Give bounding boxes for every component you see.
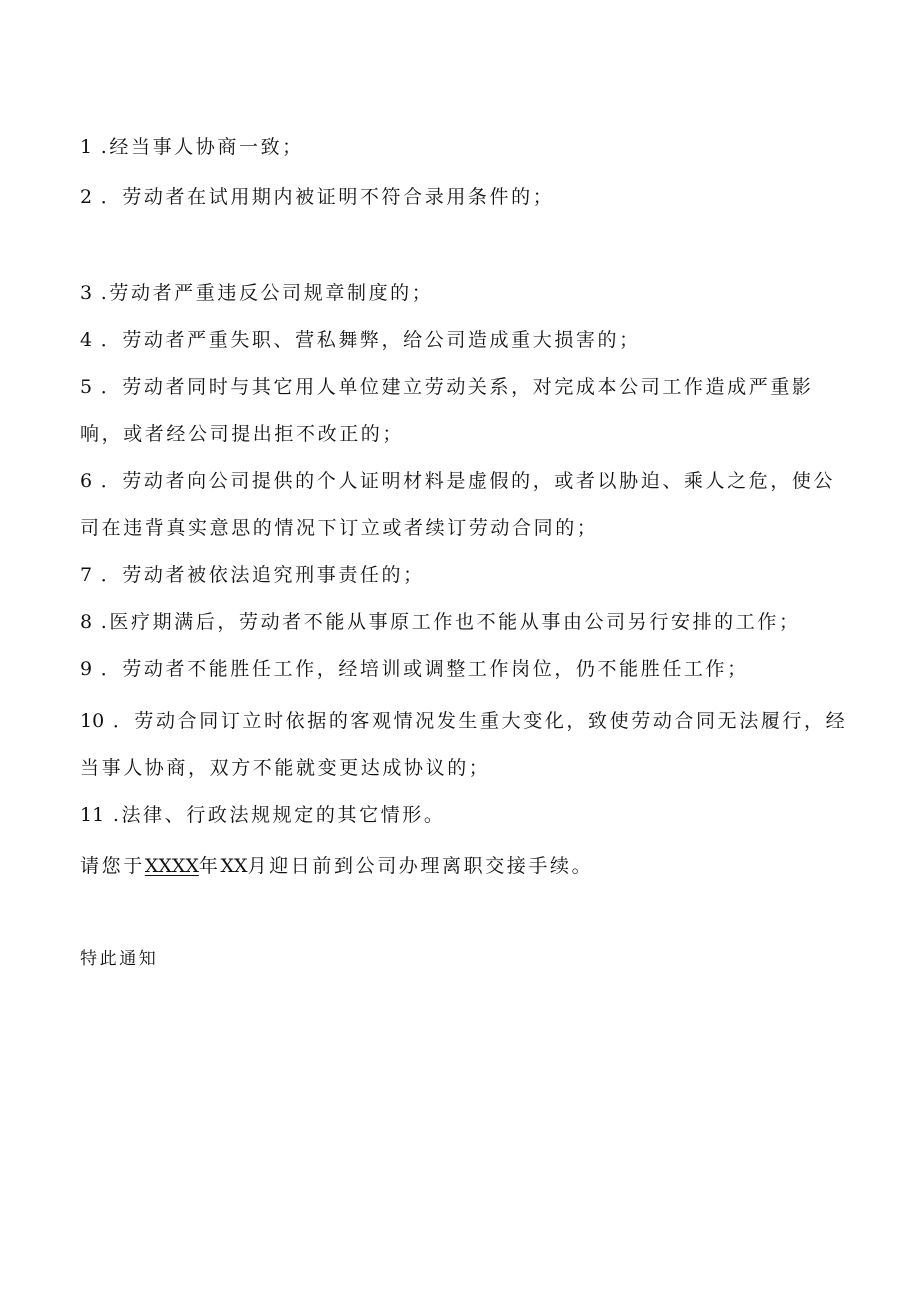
item-number: 4 <box>80 329 93 351</box>
item-number: 9 <box>80 658 93 680</box>
list-item-5 <box>80 372 840 402</box>
item-text: ．劳动者不能胜任工作，经培训或调整工作岗位，仍不能胜任工作； <box>100 658 749 680</box>
list-item-11 <box>80 800 840 830</box>
item-number: 6 <box>80 470 93 492</box>
item-number: 10 <box>80 710 105 732</box>
item-text-continuation: 响，或者经公司提出拒不改正的； <box>80 423 405 445</box>
list-item-2 <box>80 182 840 212</box>
notice-prefix: 请您于 <box>80 855 145 877</box>
item-number: 5 <box>80 376 93 398</box>
notice-sentence <box>80 851 840 881</box>
item-text: ．劳动者被依法追究刑事责任的； <box>100 564 425 586</box>
list-item-7 <box>80 560 840 590</box>
item-text: ．劳动合同订立时依据的客观情况发生重大变化，致使劳动合同无法履行，经 <box>112 710 848 732</box>
item-number: 2 <box>80 186 93 208</box>
list-item-6 <box>80 466 840 496</box>
list-item-6-continuation <box>80 513 840 543</box>
list-item-1 <box>80 132 840 162</box>
list-item-3 <box>80 278 840 308</box>
item-text: ．劳动者在试用期内被证明不符合录用条件的； <box>100 186 555 208</box>
item-text: ．劳动者同时与其它用人单位建立劳动关系，对完成本公司工作造成严重影 <box>100 376 814 398</box>
item-number: 3 <box>80 282 93 304</box>
item-number: 7 <box>80 564 93 586</box>
item-text-continuation: 当事人协商，双方不能就变更达成协议的； <box>80 757 491 779</box>
item-text: ．劳动者严重失职、营私舞弊，给公司造成重大损害的； <box>100 329 641 351</box>
list-item-8 <box>80 607 840 637</box>
item-text: .经当事人协商一致； <box>100 136 304 158</box>
month-blank: XX <box>220 855 248 877</box>
item-text: .医疗期满后，劳动者不能从事原工作也不能从事由公司另行安排的工作； <box>100 611 801 633</box>
year-unit: 年 <box>198 855 221 877</box>
notice-rest: 月迎日前到公司办理离职交接手续。 <box>247 855 594 877</box>
item-number: 1 <box>80 136 93 158</box>
item-number: 8 <box>80 611 93 633</box>
item-text: .法律、行政法规规定的其它情形。 <box>112 804 446 826</box>
item-text-continuation: 司在违背真实意思的情况下订立或者续订劳动合同的； <box>80 517 599 539</box>
item-text: ．劳动者向公司提供的个人证明材料是虚假的，或者以胁迫、乘人之危，使公 <box>100 470 836 492</box>
list-item-10 <box>80 706 848 736</box>
list-item-4 <box>80 325 840 355</box>
closing-text: 特此通知 <box>80 949 159 969</box>
item-number: 11 <box>80 804 105 826</box>
item-text: .劳动者严重违反公司规章制度的； <box>100 282 434 304</box>
list-item-5-continuation <box>80 419 840 449</box>
list-item-10-continuation <box>80 753 840 783</box>
list-item-9 <box>80 654 840 684</box>
year-blank: XXXX <box>144 855 199 877</box>
